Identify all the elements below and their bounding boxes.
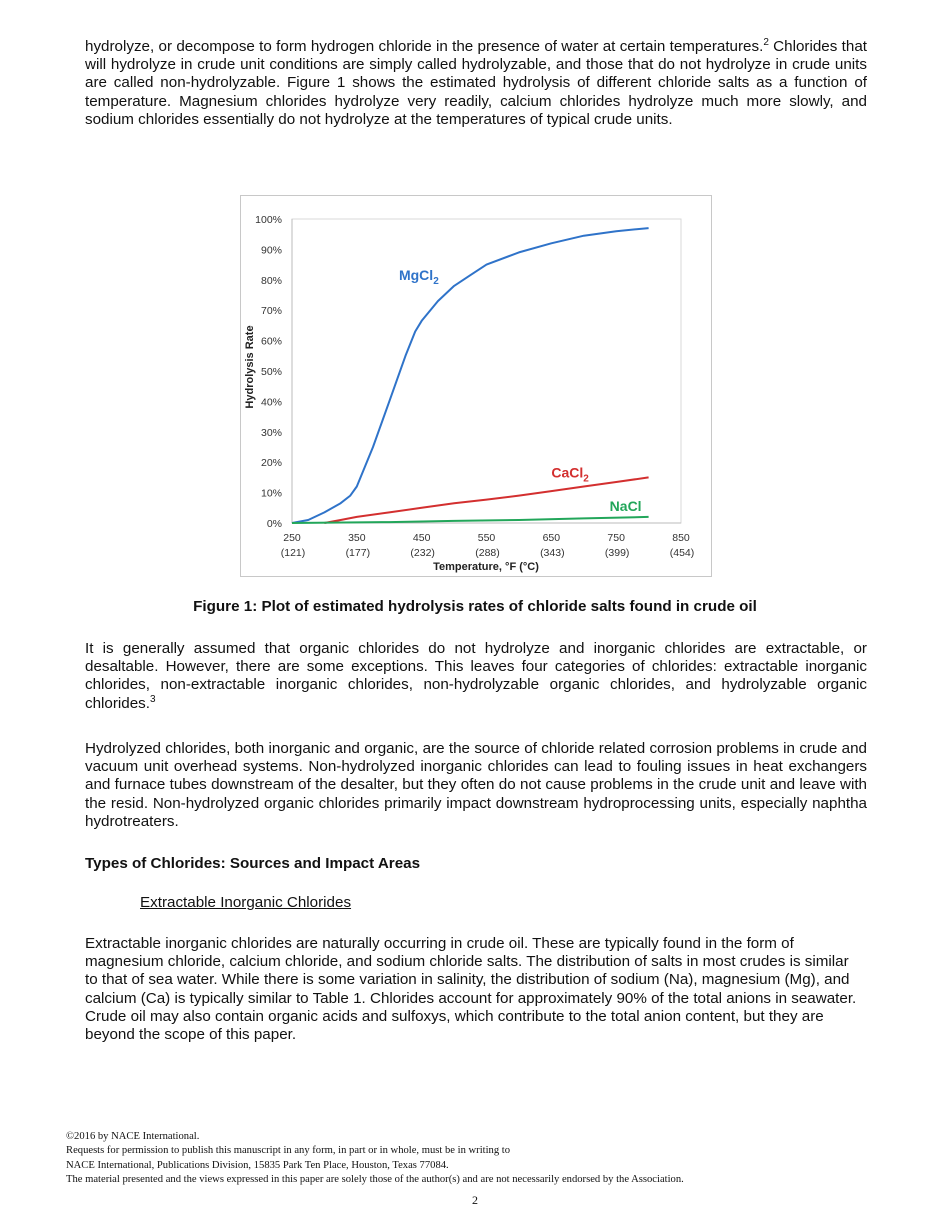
- x-tick-label-celsius: (177): [345, 547, 371, 559]
- footnote-ref: 3: [150, 693, 156, 705]
- x-tick-label: 850: [672, 532, 690, 544]
- x-tick-label-celsius: (454): [669, 547, 695, 559]
- footer-line: ©2016 by NACE International.: [66, 1131, 200, 1142]
- paragraph-categories: [85, 640, 867, 713]
- y-tick-label: 60%: [260, 335, 282, 348]
- x-tick-label-celsius: (232): [410, 547, 435, 559]
- series-label-cacl2: CaCl$_2$: [551, 464, 589, 485]
- x-tick-label-celsius: (399): [604, 547, 630, 559]
- series-label-mgcl2: MgCl$_2$: [398, 266, 439, 287]
- series-label-nacl: NaCl: [609, 497, 642, 514]
- y-tick-label: 20%: [260, 457, 282, 470]
- y-tick-label: 70%: [260, 305, 282, 318]
- footer-line: Requests for permission to publish this manuscript in any form, in part or in whole, must be in writing to: [66, 1145, 511, 1157]
- x-tick-label-celsius: (288): [475, 547, 500, 559]
- paragraph-intro: [85, 38, 867, 129]
- y-tick-label: 50%: [260, 366, 282, 378]
- paragraph-extractable: Extractable inorganic chlorides are naturally occurring in crude oil. These are typically found in the form of magnesium chloride, calcium chloride, and sodium chloride salts. The distribution of salts in most crudes is similar to that of sea water. While there is some variation in salinity, the distribution of sodium (Na), magnesium (Mg), and calcium (Ca) is typically similar to Table 1. Chlorides account for approximately 90% of the total anions in seawater. Crude oil may also contain organic acids and sulfoxys, which contribute to the total anion content, but they are beyond the scope of this paper.: [85, 935, 857, 1044]
- figure-1-chart: [240, 195, 712, 577]
- series-line-mgcl2: [292, 228, 649, 523]
- y-tick-label: 100%: [255, 214, 282, 226]
- x-tick-label: 550: [477, 532, 496, 544]
- paragraph-hydrolyzed: Hydrolyzed chlorides, both inorganic and organic, are the source of chloride related corrosion problems in crude and vacuum unit overhead systems. Non-hydrolyzed inorganic chlorides can lead to fouling issues in heat exchangers and furnace tubes downstream of the desalter, but they often do not cause problems in the crude unit and leave with the resid. Non-hydrolyzed organic chlorides primarily impact downstream hydroprocessing units, especially naphtha hydrotreaters.: [85, 740, 867, 830]
- text: hydrolyze, or decompose to form hydrogen chloride in the presence of water at certain temperatures.: [85, 38, 764, 55]
- y-tick-label: 10%: [260, 487, 282, 500]
- y-axis-title: Hydrolysis Rate: [244, 325, 256, 409]
- y-tick-label: 30%: [260, 426, 282, 439]
- hydrolysis-chart: [241, 196, 711, 576]
- footer-line: NACE International, Publications Division, 15835 Park Ten Place, Houston, Texas 77084.: [66, 1159, 449, 1171]
- footer-line: The material presented and the views expressed in this paper are solely those of the author(s) and are not necessarily endorsed by the Association.: [66, 1173, 684, 1185]
- page-number: 2: [472, 1193, 478, 1207]
- x-axis-title: Temperature, °F (°C): [433, 561, 539, 573]
- figure-caption: Figure 1: Plot of estimated hydrolysis rates of chloride salts found in crude oil: [193, 598, 757, 615]
- text: It is generally assumed that organic chlorides do not hydrolyze and inorganic chlorides are extractable, or desaltable. However, there are some exceptions. This leaves four categories of chlorides: extractable inorganic chlorides, non-extractable inorganic chlorides, non-hydrolyzable organic chlorides, and hydrolyzable organic chlorides.: [85, 640, 867, 712]
- x-tick-label: 350: [348, 532, 366, 544]
- x-tick-label: 250: [283, 532, 301, 544]
- copyright-footer: [66, 1130, 684, 1187]
- text: Chlorides that will hydrolyze in crude unit conditions are simply called hydrolyzable, and those that do not hydrolyze in crude units are called non-hydrolyzable. Figure 1 shows the estimated hydrolysis of different chloride salts as a function of temperature. Magnesium chlorides hydrolyze very readily, calcium chlorides hydrolyze much more slowly, and sodium chlorides essentially do not hydrolyze at the temperatures of typical crude units.: [85, 38, 867, 128]
- x-tick-label-celsius: (121): [280, 547, 306, 559]
- y-tick-label: 0%: [266, 518, 282, 530]
- x-tick-label: 450: [412, 532, 431, 544]
- x-tick-label: 650: [542, 532, 561, 544]
- x-tick-label: 750: [607, 532, 625, 544]
- x-tick-label-celsius: (343): [540, 547, 565, 559]
- y-tick-label: 40%: [260, 396, 282, 409]
- series-line-cacl2: [324, 477, 648, 523]
- y-tick-label: 80%: [260, 274, 282, 287]
- footnote-ref: 2: [763, 36, 769, 48]
- section-heading: Types of Chlorides: Sources and Impact Areas: [85, 855, 421, 872]
- subsection-heading: Extractable Inorganic Chlorides: [140, 894, 352, 911]
- y-tick-label: 90%: [260, 244, 282, 257]
